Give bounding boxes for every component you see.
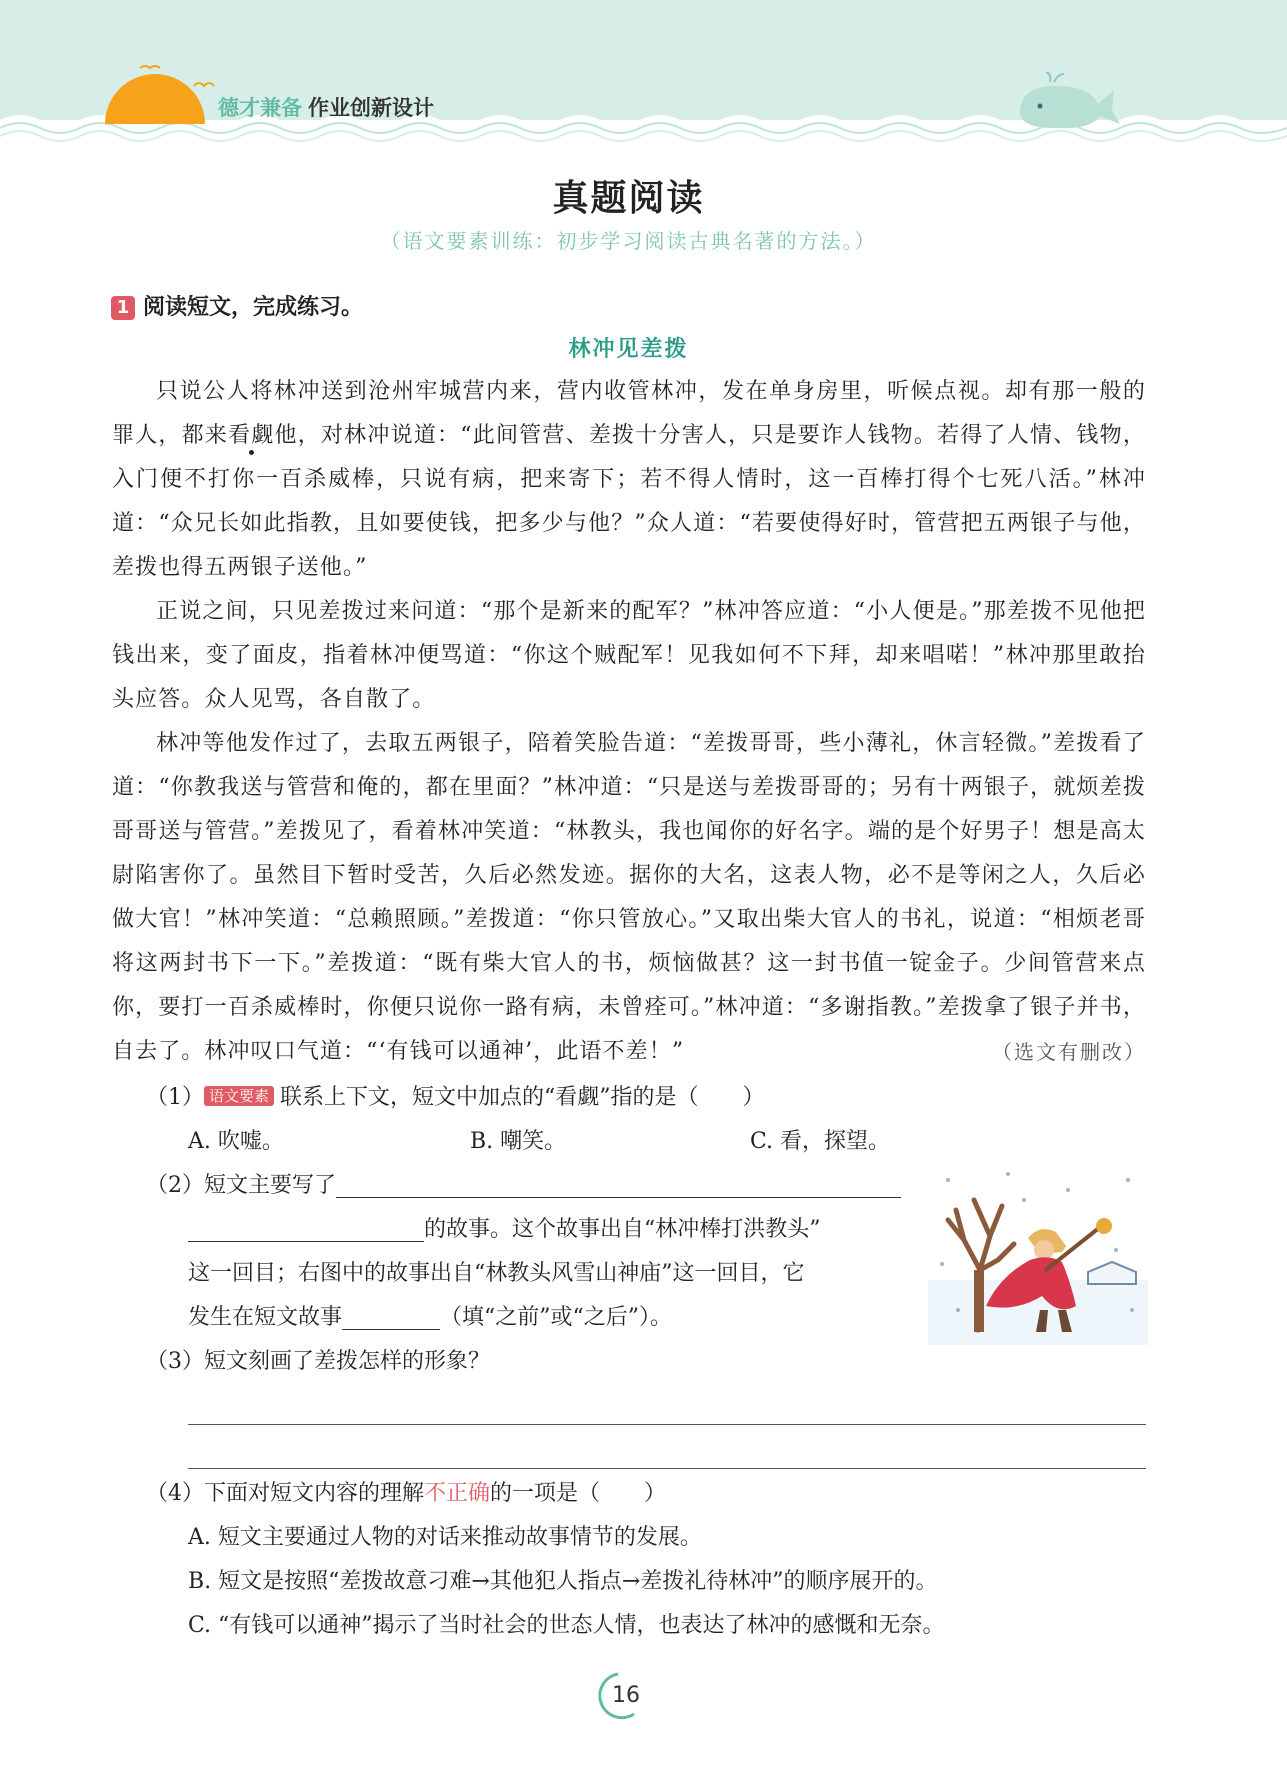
passage-paragraph-2: 正说之间，只见差拨过来问道：“那个是新来的配军？”林冲答应道：“小人便是。”那差拨不见他把钱出来，变了面皮，指着林冲便骂道：“你这个贼配军！见我如何不下拜，却来唱喏！”林冲那里敢抬头应答。众人见骂，各自散了。 <box>112 599 1146 712</box>
page-title: 真题阅读 <box>552 177 705 219</box>
q1-option-b[interactable]: B. 嘲笑。 <box>470 1129 567 1154</box>
q2-line-2: 的故事。这个故事出自“林冲棒打洪教头” <box>146 1208 1146 1252</box>
q1-options <box>146 1120 1146 1164</box>
passage-paragraph-3: 林冲等他发作过了，去取五两银子，陪着笑脸告道：“差拨哥哥，些小薄礼，休言轻微。”差拨看了道：“你教我送与管营和俺的，都在里面？”林冲道：“只是送与差拨哥哥的；另有十两银子，就烦差拨哥哥送与管营。”差拨见了，看着林冲笑道：“林教头，我也闻你的好名字。端的是个好男子！想是高太尉陷害你了。虽然目下暂时受苦，久后必然发迹。据你的大名，这表人物，必不是等闲之人，久后必做大官！”林冲笑道：“总赖照顾。”差拨道：“你只管放心。”又取出柴大官人的书礼，说道：“相烦老哥将这两封书下一下。”差拨道：“既有柴大官人的书，烦恼做甚？这一封书值一锭金子。少间管营来点你，要打一百杀威棒时，你便只说你一路有病，未曾痊可。”林冲道：“多谢指教。”差拨拿了银子并书，自去了。林冲叹口气道：“‘有钱可以通神’，此语不差！” （选文有删改） <box>112 722 1146 1074</box>
question-instruction: 阅读短文，完成练习。 <box>143 295 364 320</box>
whale-icon <box>1010 72 1122 132</box>
bird-icon <box>192 78 216 92</box>
q1-option-a[interactable]: A. 吹嘘。 <box>188 1129 284 1154</box>
q2-line-1: （2）短文主要写了 <box>146 1164 1146 1208</box>
brand-subtitle: 作业创新设计 <box>308 96 434 120</box>
q1-stem: （1） 语文要素 联系上下文，短文中加点的“看觑”指的是（ ） <box>146 1085 765 1110</box>
lin-chong-snow-illustration <box>928 1160 1148 1345</box>
question-heading <box>111 290 363 321</box>
answer-blank[interactable] <box>336 1167 901 1198</box>
q4-option-b[interactable]: B. 短文是按照“差拨故意刁难→其他犯人指点→差拨礼待林冲”的顺序展开的。 <box>188 1569 938 1594</box>
question-number-badge: 1 <box>111 296 135 320</box>
brand-series: 德才兼备 <box>218 96 302 120</box>
reading-passage <box>112 370 1146 1074</box>
passage-paragraph-1: 只说公人将林冲送到沧州牢城营内来，营内收管林冲，发在单身房里，听候点视。却有那一般的罪人，都来看觑他，对林冲说道：“此间管营、差拨十分害人，只是要诈人钱物。若得了人情、钱物，入门便不打你一百杀威棒，只说有病，把来寄下；若不得人情时，这一百棒打得个七死八活。”林冲道：“众兄长如此指教，且如要使钱，把多少与他？”众人道：“若要使得好时，管营把五两银子与他，差拨也得五两银子送他。” <box>112 379 1146 580</box>
answer-blank[interactable] <box>188 1211 424 1242</box>
page-number-text: 16 <box>612 1683 640 1708</box>
q1-option-c[interactable]: C. 看，探望。 <box>750 1129 891 1154</box>
q4-stem: （4）下面对短文内容的理解不正确的一项是（ ） <box>146 1481 667 1506</box>
source-note: （选文有删改） <box>992 1040 1146 1064</box>
q3-stem: （3）短文刻画了差拨怎样的形象？ <box>146 1349 491 1374</box>
story-title: 林冲见差拨 <box>568 337 689 362</box>
brand-title <box>218 92 434 122</box>
q2-line-4: 发生在短文故事 （填“之前”或“之后”）。 <box>146 1296 1146 1340</box>
answer-line[interactable] <box>188 1424 1146 1425</box>
sun-icon <box>100 62 210 132</box>
element-tag: 语文要素 <box>204 1086 274 1106</box>
page-subtitle: （语文要素训练：初步学习阅读古典名著的方法。） <box>380 229 877 253</box>
emphasis-text: 不正确 <box>424 1481 491 1506</box>
q2-line-3: 这一回目；右图中的故事出自“林教头风雪山神庙”这一回目，它 <box>188 1261 805 1286</box>
page-number <box>590 1670 660 1720</box>
q4-option-a[interactable]: A. 短文主要通过人物的对话来推动故事情节的发展。 <box>188 1525 702 1550</box>
q4-option-c[interactable]: C. “有钱可以通神”揭示了当时社会的世态人情，也表达了林冲的感慨和无奈。 <box>188 1613 945 1638</box>
dotted-word: 看觑 <box>228 423 275 448</box>
answer-line[interactable] <box>188 1468 1146 1469</box>
answer-blank[interactable] <box>342 1299 440 1330</box>
